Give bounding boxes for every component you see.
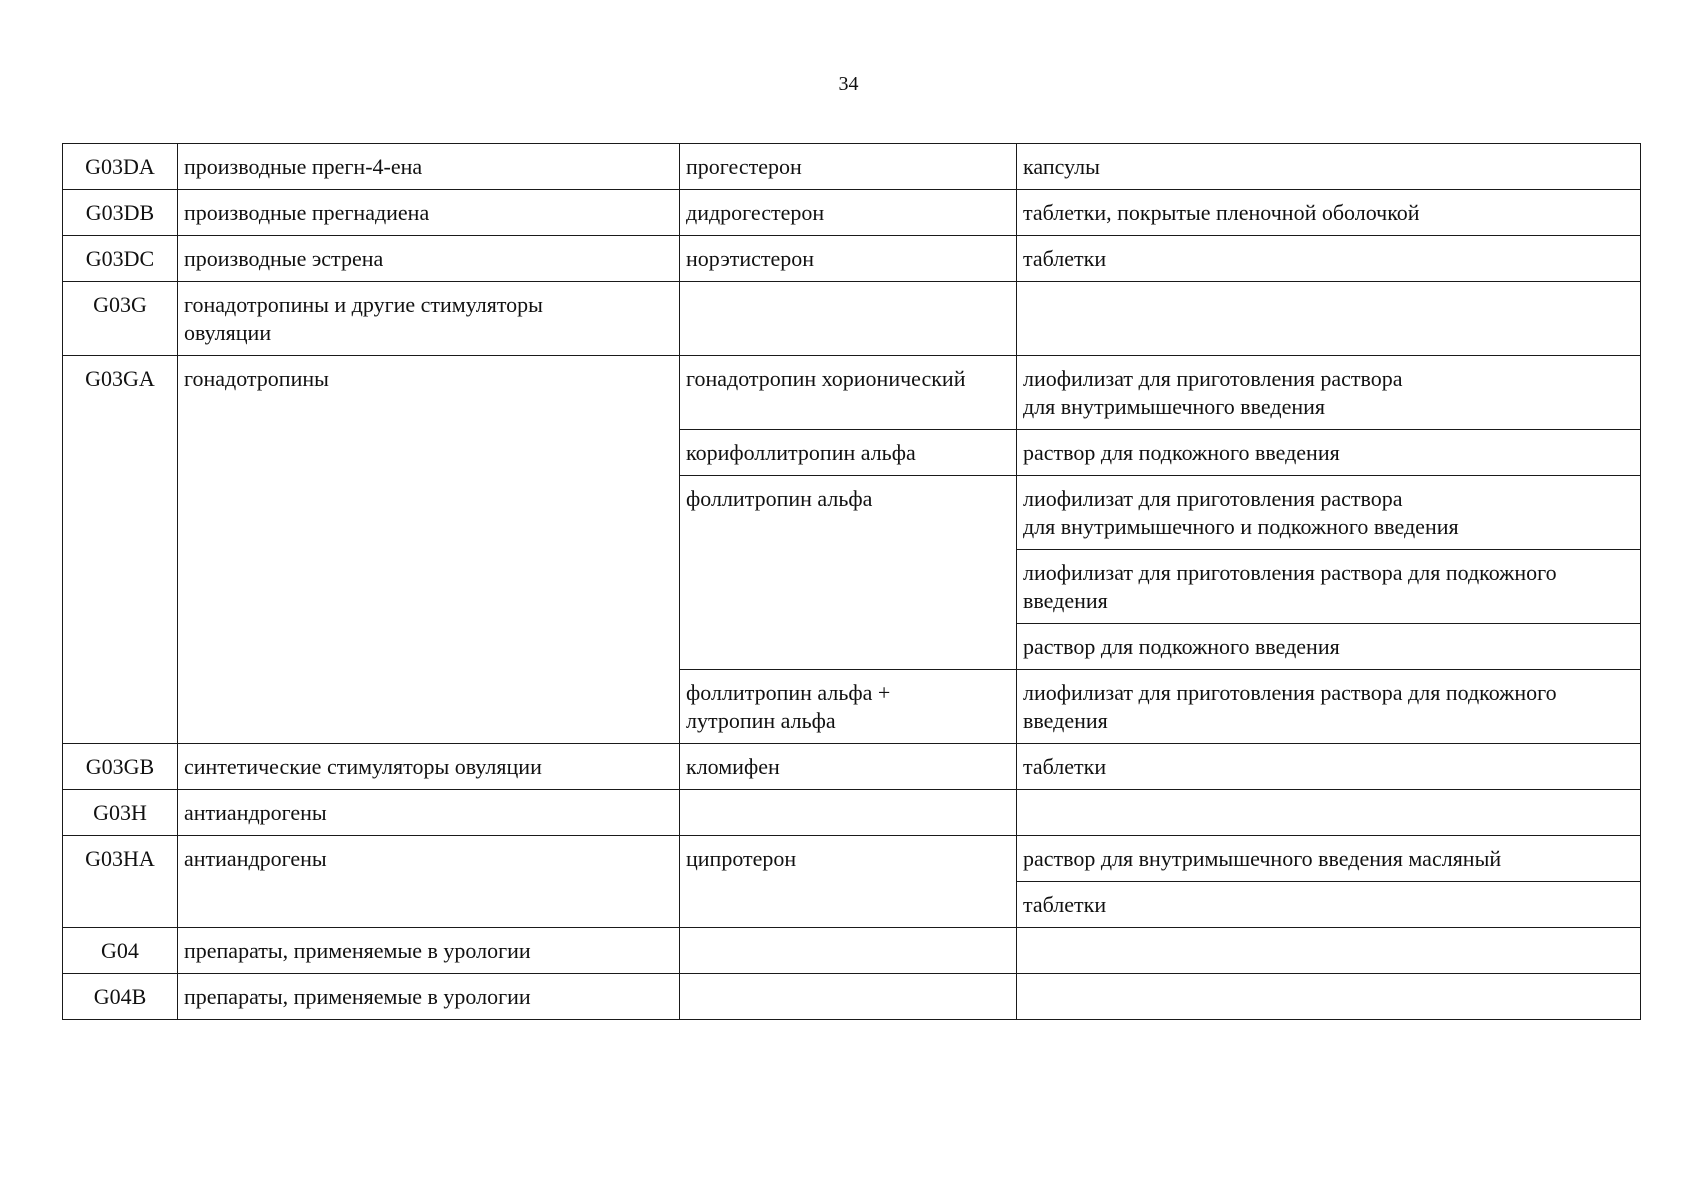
drug-name-cell	[680, 144, 1017, 190]
group-name-line: синтетические стимуляторы овуляции	[184, 754, 542, 779]
group-name-cell	[178, 928, 680, 974]
table-row	[63, 790, 1641, 836]
atc-code-cell: G04	[63, 928, 178, 974]
dosage-form-line: таблетки	[1023, 754, 1107, 779]
atc-code-cell: G03DC	[63, 236, 178, 282]
dosage-form-cell	[1017, 550, 1641, 624]
atc-code-cell: G04B	[63, 974, 178, 1020]
group-name-cell	[178, 790, 680, 836]
dosage-form-line: лиофилизат для приготовления раствора для подкожного	[1023, 680, 1557, 705]
atc-code-cell: G03HA	[63, 836, 178, 928]
atc-code-cell: G03GA	[63, 356, 178, 744]
drug-name-line: прогестерон	[686, 154, 802, 179]
dosage-form-line: раствор для подкожного введения	[1023, 440, 1340, 465]
drug-name-cell	[680, 476, 1017, 670]
drug-name-cell	[680, 430, 1017, 476]
atc-code-cell: G03G	[63, 282, 178, 356]
drug-name-line: лутропин альфа	[686, 708, 836, 733]
drug-name-line: норэтистерон	[686, 246, 815, 271]
dosage-form-line: таблетки	[1023, 892, 1107, 917]
dosage-form-cell	[1017, 790, 1641, 836]
dosage-form-cell	[1017, 144, 1641, 190]
drug-name-cell	[680, 190, 1017, 236]
table-row	[63, 836, 1641, 882]
table-row	[63, 974, 1641, 1020]
table-row	[63, 236, 1641, 282]
group-name-line: антиандрогены	[184, 846, 327, 871]
group-name-line: препараты, применяемые в урологии	[184, 938, 531, 963]
group-name-line: антиандрогены	[184, 800, 327, 825]
dosage-form-cell	[1017, 744, 1641, 790]
dosage-form-line: таблетки	[1023, 246, 1107, 271]
group-name-cell	[178, 974, 680, 1020]
drug-name-line: фоллитропин альфа +	[686, 680, 891, 705]
group-name-cell	[178, 190, 680, 236]
dosage-form-cell	[1017, 282, 1641, 356]
drug-name-cell	[680, 974, 1017, 1020]
atc-code-cell: G03DA	[63, 144, 178, 190]
group-name-line: производные прегн-4-ена	[184, 154, 423, 179]
atc-code-cell: G03DB	[63, 190, 178, 236]
drug-name-line: фоллитропин альфа	[686, 486, 873, 511]
atc-code-cell: G03GB	[63, 744, 178, 790]
drug-name-line: дидрогестерон	[686, 200, 825, 225]
group-name-line: производные прегнадиена	[184, 200, 430, 225]
group-name-line: овуляции	[184, 320, 272, 345]
table-row	[63, 744, 1641, 790]
dosage-form-cell	[1017, 236, 1641, 282]
group-name-cell	[178, 236, 680, 282]
dosage-form-line: раствор для подкожного введения	[1023, 634, 1340, 659]
drug-name-cell	[680, 282, 1017, 356]
drug-name-cell	[680, 836, 1017, 928]
table-row	[63, 356, 1641, 430]
group-name-line: производные эстрена	[184, 246, 384, 271]
dosage-form-line: для внутримышечного и подкожного введения	[1023, 514, 1459, 539]
dosage-form-line: лиофилизат для приготовления раствора для подкожного	[1023, 560, 1557, 585]
group-name-line: препараты, применяемые в урологии	[184, 984, 531, 1009]
dosage-form-cell	[1017, 430, 1641, 476]
dosage-form-line: таблетки, покрытые пленочной оболочкой	[1023, 200, 1420, 225]
dosage-form-cell	[1017, 836, 1641, 882]
table-row	[63, 282, 1641, 356]
group-name-cell	[178, 144, 680, 190]
dosage-form-cell	[1017, 476, 1641, 550]
group-name-cell	[178, 744, 680, 790]
dosage-form-cell	[1017, 190, 1641, 236]
dosage-form-line: введения	[1023, 708, 1108, 733]
table-row	[63, 928, 1641, 974]
drug-name-line: гонадотропин хорионический	[686, 366, 966, 391]
table-body	[63, 144, 1641, 1020]
drug-name-cell	[680, 236, 1017, 282]
drug-name-cell	[680, 356, 1017, 430]
dosage-form-line: лиофилизат для приготовления раствора	[1023, 366, 1403, 391]
dosage-form-line: лиофилизат для приготовления раствора	[1023, 486, 1403, 511]
drug-name-cell	[680, 790, 1017, 836]
drug-name-cell	[680, 670, 1017, 744]
group-name-line: гонадотропины	[184, 366, 329, 391]
drug-name-cell	[680, 928, 1017, 974]
dosage-form-line: для внутримышечного введения	[1023, 394, 1326, 419]
dosage-form-cell	[1017, 356, 1641, 430]
drug-name-line: ципротерон	[686, 846, 797, 871]
dosage-form-cell	[1017, 882, 1641, 928]
drug-classification-table	[62, 143, 1641, 1020]
dosage-form-cell	[1017, 974, 1641, 1020]
dosage-form-line: капсулы	[1023, 154, 1100, 179]
table-row	[63, 190, 1641, 236]
group-name-cell	[178, 356, 680, 744]
dosage-form-line: введения	[1023, 588, 1108, 613]
dosage-form-line: раствор для внутримышечного введения масляный	[1023, 846, 1502, 871]
dosage-form-cell	[1017, 928, 1641, 974]
group-name-line: гонадотропины и другие стимуляторы	[184, 292, 543, 317]
group-name-cell	[178, 836, 680, 928]
drug-name-cell	[680, 744, 1017, 790]
page-number: 34	[838, 73, 859, 95]
drug-name-line: корифоллитропин альфа	[686, 440, 916, 465]
group-name-cell	[178, 282, 680, 356]
atc-code-cell: G03H	[63, 790, 178, 836]
dosage-form-cell	[1017, 624, 1641, 670]
dosage-form-cell	[1017, 670, 1641, 744]
drug-name-line: кломифен	[686, 754, 780, 779]
table-row	[63, 144, 1641, 190]
